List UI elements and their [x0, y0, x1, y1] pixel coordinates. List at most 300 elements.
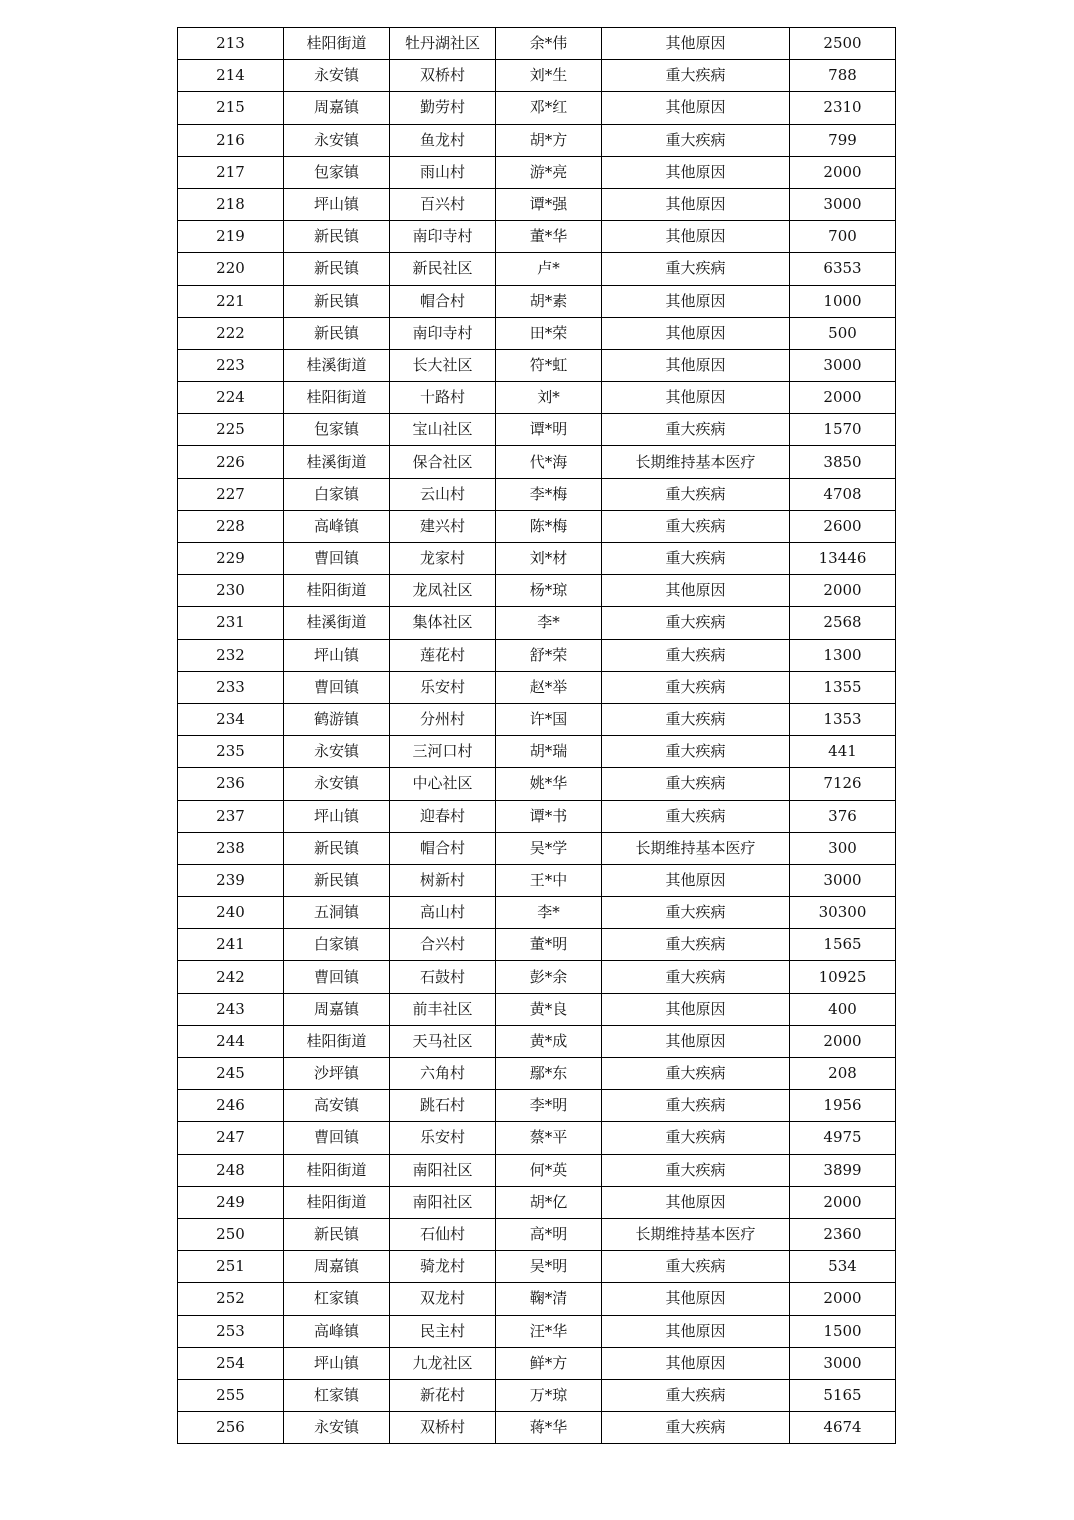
table-row	[178, 28, 896, 60]
village-cell: 合兴村	[390, 929, 496, 961]
table-row	[178, 253, 896, 285]
table-row	[178, 1379, 896, 1411]
amount-cell: 300	[790, 832, 896, 864]
town-cell: 新民镇	[284, 253, 390, 285]
reason-cell: 其他原因	[602, 1025, 790, 1057]
table-row	[178, 349, 896, 381]
village-cell: 鱼龙村	[390, 124, 496, 156]
amount-cell: 3000	[790, 188, 896, 220]
recipient-name-cell: 彭*余	[496, 961, 602, 993]
town-cell: 曹回镇	[284, 543, 390, 575]
village-cell: 新民社区	[390, 253, 496, 285]
table-row	[178, 60, 896, 92]
amount-cell: 2568	[790, 607, 896, 639]
amount-cell: 30300	[790, 897, 896, 929]
reason-cell: 其他原因	[602, 92, 790, 124]
village-cell: 双桥村	[390, 60, 496, 92]
town-cell: 沙坪镇	[284, 1058, 390, 1090]
table-row	[178, 124, 896, 156]
town-cell: 桂阳街道	[284, 28, 390, 60]
amount-cell: 1353	[790, 703, 896, 735]
village-cell: 龙家村	[390, 543, 496, 575]
recipient-name-cell: 杨*琼	[496, 575, 602, 607]
table-row	[178, 510, 896, 542]
recipient-name-cell: 余*伟	[496, 28, 602, 60]
table-row	[178, 1283, 896, 1315]
reason-cell: 重大疾病	[602, 1090, 790, 1122]
village-cell: 双龙村	[390, 1283, 496, 1315]
row-number-cell: 238	[178, 832, 284, 864]
town-cell: 桂溪街道	[284, 446, 390, 478]
village-cell: 石鼓村	[390, 961, 496, 993]
town-cell: 桂溪街道	[284, 349, 390, 381]
table-row	[178, 478, 896, 510]
recipient-name-cell: 胡*瑞	[496, 736, 602, 768]
town-cell: 永安镇	[284, 1412, 390, 1444]
amount-cell: 3000	[790, 1347, 896, 1379]
reason-cell: 重大疾病	[602, 1251, 790, 1283]
row-number-cell: 236	[178, 768, 284, 800]
town-cell: 鹤游镇	[284, 703, 390, 735]
town-cell: 桂阳街道	[284, 1154, 390, 1186]
reason-cell: 其他原因	[602, 993, 790, 1025]
recipient-name-cell: 黄*成	[496, 1025, 602, 1057]
row-number-cell: 255	[178, 1379, 284, 1411]
recipient-name-cell: 谭*书	[496, 800, 602, 832]
reason-cell: 其他原因	[602, 1186, 790, 1218]
town-cell: 曹回镇	[284, 961, 390, 993]
row-number-cell: 237	[178, 800, 284, 832]
village-cell: 龙凤社区	[390, 575, 496, 607]
table-row	[178, 929, 896, 961]
table-row	[178, 768, 896, 800]
recipient-name-cell: 李*	[496, 607, 602, 639]
village-cell: 南印寺村	[390, 317, 496, 349]
row-number-cell: 224	[178, 382, 284, 414]
recipient-name-cell: 董*华	[496, 221, 602, 253]
row-number-cell: 226	[178, 446, 284, 478]
village-cell: 天马社区	[390, 1025, 496, 1057]
amount-cell: 2000	[790, 1186, 896, 1218]
table-row	[178, 382, 896, 414]
amount-cell: 4708	[790, 478, 896, 510]
amount-cell: 3000	[790, 349, 896, 381]
amount-cell: 2310	[790, 92, 896, 124]
row-number-cell: 246	[178, 1090, 284, 1122]
table-row	[178, 575, 896, 607]
town-cell: 高安镇	[284, 1090, 390, 1122]
recipient-name-cell: 刘*	[496, 382, 602, 414]
town-cell: 白家镇	[284, 478, 390, 510]
row-number-cell: 214	[178, 60, 284, 92]
amount-cell: 2360	[790, 1218, 896, 1250]
table-row	[178, 800, 896, 832]
village-cell: 分州村	[390, 703, 496, 735]
recipient-name-cell: 万*琼	[496, 1379, 602, 1411]
row-number-cell: 244	[178, 1025, 284, 1057]
row-number-cell: 230	[178, 575, 284, 607]
row-number-cell: 222	[178, 317, 284, 349]
reason-cell: 重大疾病	[602, 60, 790, 92]
reason-cell: 重大疾病	[602, 1412, 790, 1444]
village-cell: 迎春村	[390, 800, 496, 832]
row-number-cell: 242	[178, 961, 284, 993]
row-number-cell: 213	[178, 28, 284, 60]
recipient-name-cell: 何*英	[496, 1154, 602, 1186]
recipient-name-cell: 游*亮	[496, 156, 602, 188]
row-number-cell: 235	[178, 736, 284, 768]
town-cell: 永安镇	[284, 60, 390, 92]
amount-cell: 700	[790, 221, 896, 253]
recipient-name-cell: 代*海	[496, 446, 602, 478]
town-cell: 包家镇	[284, 414, 390, 446]
town-cell: 桂阳街道	[284, 1025, 390, 1057]
reason-cell: 重大疾病	[602, 736, 790, 768]
amount-cell: 13446	[790, 543, 896, 575]
table-row	[178, 1122, 896, 1154]
recipient-name-cell: 蔡*平	[496, 1122, 602, 1154]
recipient-name-cell: 鲜*方	[496, 1347, 602, 1379]
row-number-cell: 216	[178, 124, 284, 156]
amount-cell: 2000	[790, 1025, 896, 1057]
table-row	[178, 1058, 896, 1090]
village-cell: 云山村	[390, 478, 496, 510]
amount-cell: 3000	[790, 864, 896, 896]
town-cell: 坪山镇	[284, 639, 390, 671]
table-row	[178, 897, 896, 929]
town-cell: 坪山镇	[284, 188, 390, 220]
table-row	[178, 639, 896, 671]
amount-cell: 534	[790, 1251, 896, 1283]
table-row	[178, 92, 896, 124]
table-row	[178, 607, 896, 639]
village-cell: 高山村	[390, 897, 496, 929]
table-row	[178, 832, 896, 864]
village-cell: 六角村	[390, 1058, 496, 1090]
row-number-cell: 221	[178, 285, 284, 317]
row-number-cell: 256	[178, 1412, 284, 1444]
village-cell: 保合社区	[390, 446, 496, 478]
amount-cell: 400	[790, 993, 896, 1025]
assistance-table	[177, 27, 896, 1444]
amount-cell: 441	[790, 736, 896, 768]
table-row	[178, 285, 896, 317]
amount-cell: 2000	[790, 1283, 896, 1315]
amount-cell: 1500	[790, 1315, 896, 1347]
reason-cell: 重大疾病	[602, 607, 790, 639]
row-number-cell: 249	[178, 1186, 284, 1218]
reason-cell: 重大疾病	[602, 1058, 790, 1090]
table-row	[178, 1315, 896, 1347]
village-cell: 宝山社区	[390, 414, 496, 446]
row-number-cell: 232	[178, 639, 284, 671]
reason-cell: 重大疾病	[602, 703, 790, 735]
town-cell: 五洞镇	[284, 897, 390, 929]
town-cell: 曹回镇	[284, 671, 390, 703]
amount-cell: 10925	[790, 961, 896, 993]
amount-cell: 500	[790, 317, 896, 349]
reason-cell: 长期维持基本医疗	[602, 446, 790, 478]
village-cell: 长大社区	[390, 349, 496, 381]
recipient-name-cell: 谭*强	[496, 188, 602, 220]
table-row	[178, 703, 896, 735]
town-cell: 永安镇	[284, 124, 390, 156]
amount-cell: 4975	[790, 1122, 896, 1154]
village-cell: 三河口村	[390, 736, 496, 768]
reason-cell: 重大疾病	[602, 800, 790, 832]
table-row	[178, 736, 896, 768]
village-cell: 帽合村	[390, 285, 496, 317]
village-cell: 双桥村	[390, 1412, 496, 1444]
amount-cell: 1000	[790, 285, 896, 317]
town-cell: 新民镇	[284, 285, 390, 317]
village-cell: 莲花村	[390, 639, 496, 671]
amount-cell: 1565	[790, 929, 896, 961]
recipient-name-cell: 赵*举	[496, 671, 602, 703]
recipient-name-cell: 高*明	[496, 1218, 602, 1250]
row-number-cell: 252	[178, 1283, 284, 1315]
table-row	[178, 1025, 896, 1057]
table-row	[178, 156, 896, 188]
reason-cell: 其他原因	[602, 382, 790, 414]
table-body	[178, 28, 896, 1444]
recipient-name-cell: 李*	[496, 897, 602, 929]
row-number-cell: 247	[178, 1122, 284, 1154]
table-row	[178, 188, 896, 220]
town-cell: 新民镇	[284, 832, 390, 864]
row-number-cell: 241	[178, 929, 284, 961]
town-cell: 周嘉镇	[284, 92, 390, 124]
town-cell: 桂阳街道	[284, 382, 390, 414]
row-number-cell: 219	[178, 221, 284, 253]
table-row	[178, 993, 896, 1025]
recipient-name-cell: 胡*亿	[496, 1186, 602, 1218]
row-number-cell: 239	[178, 864, 284, 896]
amount-cell: 5165	[790, 1379, 896, 1411]
village-cell: 百兴村	[390, 188, 496, 220]
table-row	[178, 543, 896, 575]
table-row	[178, 864, 896, 896]
amount-cell: 799	[790, 124, 896, 156]
table-row	[178, 317, 896, 349]
town-cell: 桂阳街道	[284, 575, 390, 607]
village-cell: 跳石村	[390, 1090, 496, 1122]
row-number-cell: 243	[178, 993, 284, 1025]
table-row	[178, 1186, 896, 1218]
village-cell: 新花村	[390, 1379, 496, 1411]
reason-cell: 长期维持基本医疗	[602, 1218, 790, 1250]
town-cell: 新民镇	[284, 1218, 390, 1250]
recipient-name-cell: 刘*材	[496, 543, 602, 575]
village-cell: 集体社区	[390, 607, 496, 639]
amount-cell: 2500	[790, 28, 896, 60]
table-row	[178, 221, 896, 253]
town-cell: 永安镇	[284, 736, 390, 768]
reason-cell: 重大疾病	[602, 768, 790, 800]
amount-cell: 6353	[790, 253, 896, 285]
amount-cell: 2600	[790, 510, 896, 542]
amount-cell: 2000	[790, 575, 896, 607]
village-cell: 乐安村	[390, 671, 496, 703]
reason-cell: 其他原因	[602, 317, 790, 349]
row-number-cell: 231	[178, 607, 284, 639]
row-number-cell: 254	[178, 1347, 284, 1379]
row-number-cell: 215	[178, 92, 284, 124]
village-cell: 乐安村	[390, 1122, 496, 1154]
amount-cell: 208	[790, 1058, 896, 1090]
amount-cell: 376	[790, 800, 896, 832]
village-cell: 十路村	[390, 382, 496, 414]
reason-cell: 长期维持基本医疗	[602, 832, 790, 864]
recipient-name-cell: 鄢*东	[496, 1058, 602, 1090]
village-cell: 南印寺村	[390, 221, 496, 253]
recipient-name-cell: 舒*荣	[496, 639, 602, 671]
reason-cell: 重大疾病	[602, 671, 790, 703]
table-row	[178, 446, 896, 478]
village-cell: 建兴村	[390, 510, 496, 542]
town-cell: 坪山镇	[284, 1347, 390, 1379]
town-cell: 周嘉镇	[284, 993, 390, 1025]
recipient-name-cell: 李*梅	[496, 478, 602, 510]
recipient-name-cell: 符*虹	[496, 349, 602, 381]
recipient-name-cell: 鞠*清	[496, 1283, 602, 1315]
village-cell: 九龙社区	[390, 1347, 496, 1379]
recipient-name-cell: 王*中	[496, 864, 602, 896]
village-cell: 前丰社区	[390, 993, 496, 1025]
table-row	[178, 1154, 896, 1186]
recipient-name-cell: 吴*学	[496, 832, 602, 864]
reason-cell: 重大疾病	[602, 253, 790, 285]
amount-cell: 3899	[790, 1154, 896, 1186]
reason-cell: 其他原因	[602, 156, 790, 188]
amount-cell: 4674	[790, 1412, 896, 1444]
town-cell: 高峰镇	[284, 1315, 390, 1347]
amount-cell: 1956	[790, 1090, 896, 1122]
reason-cell: 其他原因	[602, 28, 790, 60]
recipient-name-cell: 蒋*华	[496, 1412, 602, 1444]
table-row	[178, 1412, 896, 1444]
recipient-name-cell: 卢*	[496, 253, 602, 285]
recipient-name-cell: 李*明	[496, 1090, 602, 1122]
village-cell: 石仙村	[390, 1218, 496, 1250]
reason-cell: 其他原因	[602, 1283, 790, 1315]
reason-cell: 重大疾病	[602, 897, 790, 929]
recipient-name-cell: 许*国	[496, 703, 602, 735]
reason-cell: 重大疾病	[602, 1154, 790, 1186]
village-cell: 雨山村	[390, 156, 496, 188]
town-cell: 新民镇	[284, 317, 390, 349]
town-cell: 周嘉镇	[284, 1251, 390, 1283]
row-number-cell: 251	[178, 1251, 284, 1283]
village-cell: 树新村	[390, 864, 496, 896]
row-number-cell: 229	[178, 543, 284, 575]
town-cell: 新民镇	[284, 864, 390, 896]
reason-cell: 其他原因	[602, 188, 790, 220]
reason-cell: 重大疾病	[602, 961, 790, 993]
village-cell: 牡丹湖社区	[390, 28, 496, 60]
table-row	[178, 1347, 896, 1379]
town-cell: 白家镇	[284, 929, 390, 961]
town-cell: 桂阳街道	[284, 1186, 390, 1218]
table-row	[178, 414, 896, 446]
reason-cell: 其他原因	[602, 349, 790, 381]
row-number-cell: 245	[178, 1058, 284, 1090]
row-number-cell: 250	[178, 1218, 284, 1250]
row-number-cell: 225	[178, 414, 284, 446]
town-cell: 桂溪街道	[284, 607, 390, 639]
village-cell: 南阳社区	[390, 1154, 496, 1186]
reason-cell: 重大疾病	[602, 543, 790, 575]
amount-cell: 2000	[790, 156, 896, 188]
amount-cell: 2000	[790, 382, 896, 414]
recipient-name-cell: 董*明	[496, 929, 602, 961]
amount-cell: 1570	[790, 414, 896, 446]
reason-cell: 重大疾病	[602, 929, 790, 961]
table-row	[178, 1218, 896, 1250]
table-row	[178, 961, 896, 993]
reason-cell: 其他原因	[602, 1315, 790, 1347]
row-number-cell: 233	[178, 671, 284, 703]
row-number-cell: 227	[178, 478, 284, 510]
row-number-cell: 248	[178, 1154, 284, 1186]
recipient-name-cell: 田*荣	[496, 317, 602, 349]
reason-cell: 重大疾病	[602, 478, 790, 510]
town-cell: 杠家镇	[284, 1283, 390, 1315]
town-cell: 永安镇	[284, 768, 390, 800]
row-number-cell: 218	[178, 188, 284, 220]
recipient-name-cell: 刘*生	[496, 60, 602, 92]
town-cell: 坪山镇	[284, 800, 390, 832]
table-row	[178, 1090, 896, 1122]
recipient-name-cell: 胡*素	[496, 285, 602, 317]
reason-cell: 重大疾病	[602, 1379, 790, 1411]
recipient-name-cell: 汪*华	[496, 1315, 602, 1347]
town-cell: 高峰镇	[284, 510, 390, 542]
town-cell: 新民镇	[284, 221, 390, 253]
amount-cell: 1355	[790, 671, 896, 703]
town-cell: 曹回镇	[284, 1122, 390, 1154]
reason-cell: 重大疾病	[602, 414, 790, 446]
town-cell: 包家镇	[284, 156, 390, 188]
row-number-cell: 220	[178, 253, 284, 285]
row-number-cell: 234	[178, 703, 284, 735]
row-number-cell: 228	[178, 510, 284, 542]
recipient-name-cell: 陈*梅	[496, 510, 602, 542]
recipient-name-cell: 谭*明	[496, 414, 602, 446]
row-number-cell: 217	[178, 156, 284, 188]
amount-cell: 1300	[790, 639, 896, 671]
reason-cell: 其他原因	[602, 575, 790, 607]
table-row	[178, 671, 896, 703]
recipient-name-cell: 吴*明	[496, 1251, 602, 1283]
row-number-cell: 223	[178, 349, 284, 381]
reason-cell: 其他原因	[602, 864, 790, 896]
reason-cell: 重大疾病	[602, 124, 790, 156]
amount-cell: 788	[790, 60, 896, 92]
village-cell: 骑龙村	[390, 1251, 496, 1283]
recipient-name-cell: 邓*红	[496, 92, 602, 124]
amount-cell: 7126	[790, 768, 896, 800]
recipient-name-cell: 胡*方	[496, 124, 602, 156]
reason-cell: 重大疾病	[602, 639, 790, 671]
reason-cell: 重大疾病	[602, 510, 790, 542]
village-cell: 中心社区	[390, 768, 496, 800]
reason-cell: 重大疾病	[602, 1122, 790, 1154]
row-number-cell: 240	[178, 897, 284, 929]
recipient-name-cell: 姚*华	[496, 768, 602, 800]
amount-cell: 3850	[790, 446, 896, 478]
village-cell: 帽合村	[390, 832, 496, 864]
